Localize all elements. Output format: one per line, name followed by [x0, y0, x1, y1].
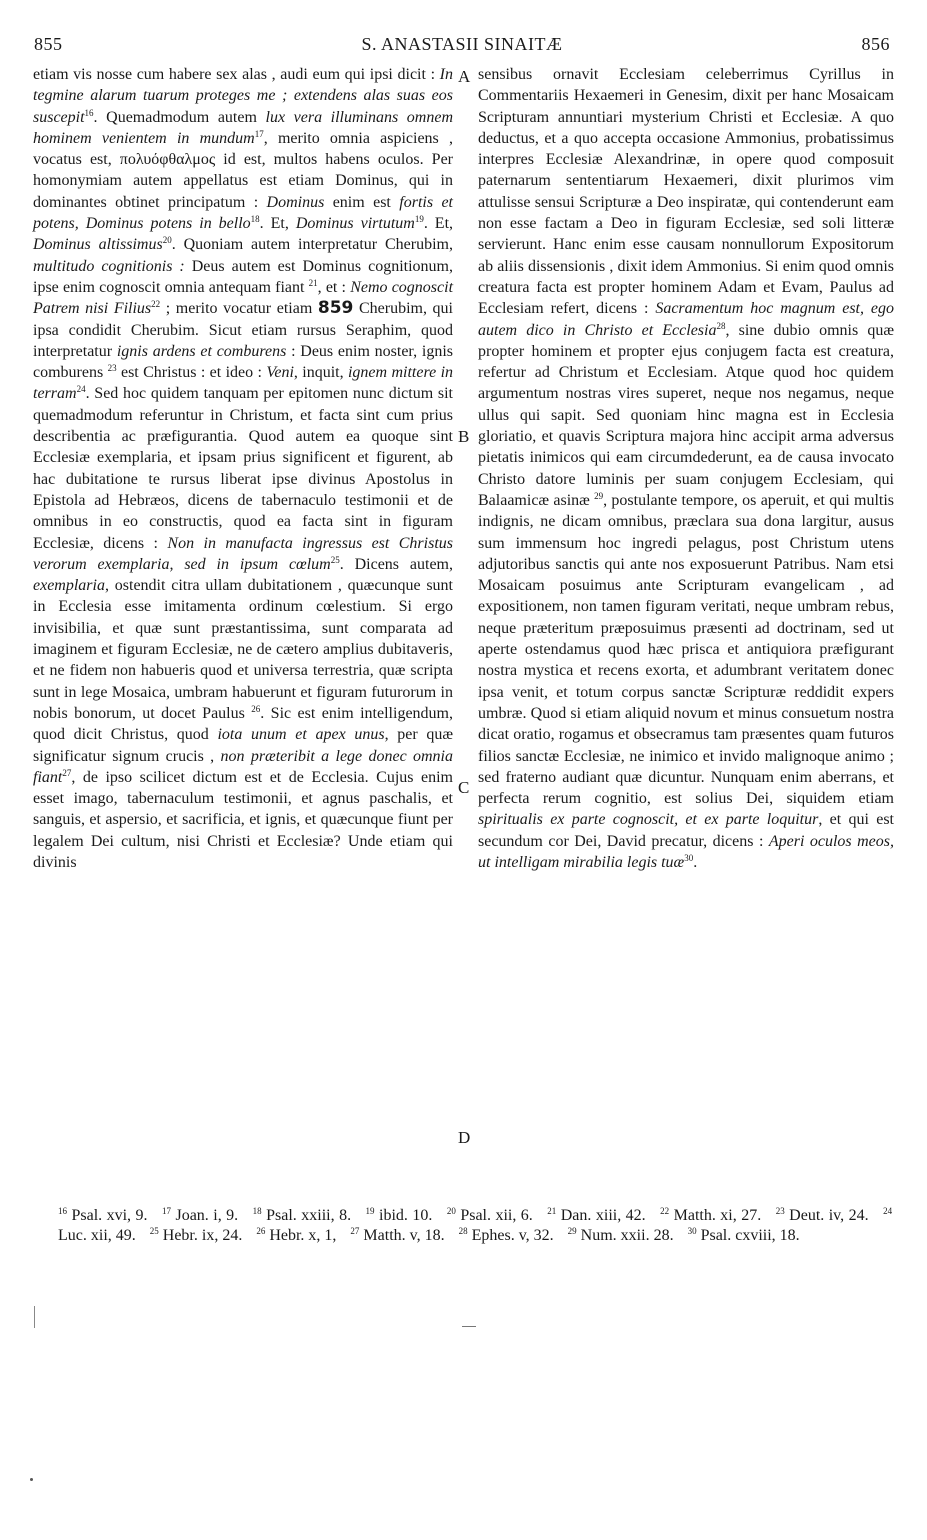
footnotes	[58, 1206, 892, 1246]
section-marker-a: A	[458, 67, 471, 86]
running-header	[34, 34, 890, 58]
running-title: S. ANASTASII SINAITÆ	[361, 34, 563, 54]
footnote-item: $^{28}$ Ephes. v, 32.	[458, 1226, 554, 1244]
footnote-item: $^{26}$ Hebr. x, 1,	[256, 1226, 337, 1244]
scan-mark	[462, 1326, 476, 1327]
section-marker-d: D	[458, 1128, 471, 1147]
footnote-item: $^{23}$ Deut. iv, 24.	[775, 1206, 869, 1224]
left-column-text: etiam vis nosse cum habere sex alas , audi eum qui ipsi dicit : In tegmine alarum tuarum proteges me ; extendens alas suas eos suscepit$^{16}$. Quemadmodum autem lux vera illuminans omnem hominem venientem in mundum$^{17}$, merito omnia aspiciens , vocatus est, πολυόφθαλμος id est, multos habens oculos. Per homonymiam autem appellatus est etiam Dominus, qui in dominantes obtinet principatum : Dominus enim est fortis et potens, Dominus potens in bello$^{18}$. Et, Dominus virtutum$^{19}$. Et, Dominus altissimus$^{20}$. Quoniam autem interpretatur Cherubim, multitudo cognitionis : Deus autem est Dominus cognitionum, ipse enim cognoscit omnia antequam fiant $^{21}$, et : Nemo cognoscit Patrem nisi Filius$^{22}$ ; merito vocatur etiam 859 Cherubim, qui ipsa condidit Cherubim. Sicut etiam rursus Seraphim, quod interpretatur ignis ardens et comburens : Deus enim noster, ignis comburens $^{23}$ est Christus : et ideo : Veni, inquit, ignem mittere in terram$^{24}$. Sed hoc quidem tanquam per epitomen nunc dictum sit quemadmodum referuntur in Christum, et facta sint cum prius describentia ac præfigurantia. Quod autem ea quoque sint Ecclesiæ exemplaria, et ipsam prius significent et figurent, ab hac dubitatione te rursus liberat ipse divinus Apostolus in Epistola ad Hebræos, dicens de tabernaculo testimonii et de omnibus in eo constructis, quod ea facta sint in figuram Ecclesiæ, dicens : Non in manufacta ingressus est Christus verorum exemplaria, sed in ipsum cœlum$^{25}$. Dicens autem, exemplaria, ostendit citra ullam dubitationem , quæcunque sunt in Ecclesia esse imitamenta ordinum cœlestium. Si ergo invisibilia, et quæ sunt præstantissima, sunt comparata ad imaginem et figuram Ecclesiæ, ne de cætero amplius dubitaveris, et ne fidem non habueris quod et universa terrestria, quæ scripta sunt in lege Mosaica, umbram habuerunt et figuram futurorum in nobis bonorum, ut docet Paulus $^{26}$. Sic est enim intelligendum, quod dicit Christus, quod iota unum et apex unus, per quæ significatur signum crucis , non præteribit a lege donec omnia fiant$^{27}$, de ipso scilicet dictum est et de Ecclesia. Cujus enim esset imago, tabernaculum testimonii, et agnus paschalis, et sanguis, et aspersio, et sacrificia, et ignis, et quæcunque fiunt per legalem Dei cultum, nisi Christi et Ecclesiæ? Unde etiam qui divinis	[33, 66, 454, 871]
footnote-item: $^{22}$ Matth. xi, 27.	[660, 1206, 762, 1224]
right-column	[478, 64, 894, 873]
inline-column-number: 859	[317, 298, 354, 319]
right-column-text: sensibus ornavit Ecclesiam celeberrimus Cyrillus in Commentariis Hexaemeri in Genesim, dixit per hanc Mosaicam Scripturam annuntiari mysterium Christi et Ecclesiæ. A quo deductus, et a quo accepta occasione Ammonius, probatissimus interpres Ecclesiæ Alexandrinæ, in opere quod composuit paternarum sententiarum Hexaemeri, dixit plurimos vim attulisse sensui Scripturæ a Deo inspiratæ, qui contenderunt eam non esse factam a Deo in figuram Ecclesiæ, sed soli litteræ servierunt. Hanc enim esse causam nonnullorum Expositorum ab aliis dissensionis , dixit idem Ammonius. Si enim quod omnis creatura facta est propter hominem Adam et Evam, Paulus ad Ecclesiam refert, dicens : Sacramentum hoc magnum est, ego autem dico in Christo et Ecclesia$^{28}$, sine dubio omnis quæ propter hominem et propter ejus conjugem facta est creatura, refertur ad Christum et Ecclesiam. Atque quod hoc quidem argumentum nostras vires superet, neque nos negamus, neque ullus qui sapit. Sed quoniam hinc magna est in Ecclesia gloriatio, et quavis Scriptura majora hinc accipit arma adversus pietatis inimicos qui eam circumdederunt, ea de causa invocato Christo datore luminis per suam conjugem Ecclesiam, qui Balaamicæ asinæ $^{29}$, postulante tempore, os aperuit, et qui multis indignis, ne dicam omnibus, præclara sua dona largitur, ausus sum immensum hoc ingredi pelagus, post Christum utens adjutoribus sanctis qui ante nos exposuerunt Patribus. Nam etsi Mosaicam posuimus ante Scripturam evangelicam , ad expositionem, non tamen figuram veritati, neque umbram rebus, neque præteritum præposuimus præsenti ad doctrinam, sed ut aperte ostendamus quod hæc prisca et antiquiora præfigurant nostra mystica et recens exorta, et adumbrant veritatem donec ipsa venit, et totum corpus sanctæ Scripturæ reddidit expers umbræ. Quod si etiam aliquid novum et minus consuetum nostra dicat oratio, rogamus et obsecramus tam præsentes quam futuros filios sanctæ Ecclesiæ, ne inimico et invido malignoque animo ; sed fraterno audiant quæ dicuntur. Nunquam enim aberrans, et perfecta rerum cognitio, est solius Dei, siquidem etiam spiritualis ex parte cognoscit, et ex parte loquitur, et qui est secundum cor Dei, David precatur, dicens : Aperi oculos meos, ut intelligam mirabilia legis tuæ$^{30}$.	[478, 66, 895, 871]
footnote-item: $^{29}$ Num. xxii. 28.	[567, 1226, 674, 1244]
footnote-item: $^{19}$ ibid. 10.	[365, 1206, 433, 1224]
footnote-item: $^{18}$ Psal. xxiii, 8.	[252, 1206, 352, 1224]
footnote-item: $^{20}$ Psal. xii, 6.	[446, 1206, 533, 1224]
footnote-item: $^{30}$ Psal. cxviii, 18.	[687, 1226, 800, 1244]
section-marker-c: C	[458, 778, 470, 797]
footnote-item: $^{16}$ Psal. xvi, 9.	[58, 1206, 148, 1224]
left-column	[33, 64, 453, 873]
scan-mark	[34, 1306, 35, 1328]
footnote-item: $^{25}$ Hebr. ix, 24.	[149, 1226, 243, 1244]
footnote-item: $^{27}$ Matth. v, 18.	[350, 1226, 445, 1244]
scan-mark	[30, 1478, 33, 1481]
left-page-number: 855	[34, 34, 63, 54]
footnote-item: $^{24}$ Luc. xii, 49.	[58, 1206, 893, 1244]
footnote-item: $^{17}$ Joan. i, 9.	[162, 1206, 239, 1224]
section-marker-b: B	[458, 427, 470, 446]
right-page-number: 856	[861, 34, 890, 54]
footnote-item: $^{21}$ Dan. xiii, 42.	[547, 1206, 646, 1224]
